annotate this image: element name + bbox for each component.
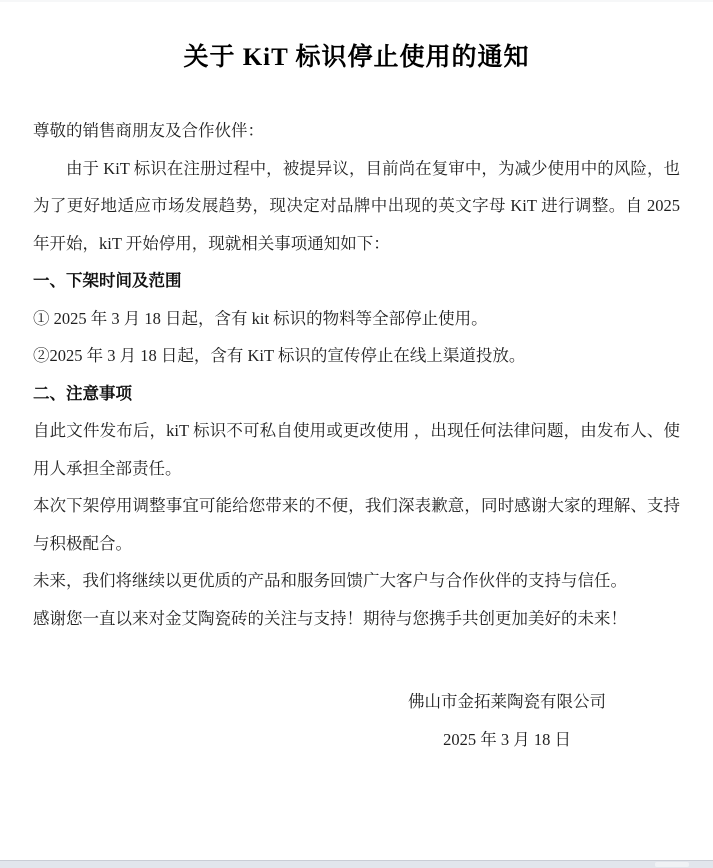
horizontal-scrollbar[interactable] [0, 860, 713, 868]
section-1-item-2: ②2025 年 3 月 18 日起，含有 KiT 标识的宣传停止在线上渠道投放。 [33, 346, 526, 365]
intro-paragraph: 由于 KiT 标识在注册过程中，被提异议，目前尚在复审中，为减少使用中的风险，也为了更好地适应市场发展趋势，现决定对品牌中出现的英文字母 KiT 进行调整。自 2025 年开始，kiT 开始停用，现就相关事项通知如下： [33, 158, 680, 253]
section-2-paragraph-4: 感谢您一直以来对金艾陶瓷砖的关注与支持！期待与您携手共创更加美好的未来！ [33, 608, 627, 628]
section-2-paragraph-3: 未来，我们将继续以更优质的产品和服务回馈广大客户与合作伙伴的支持与信任。 [33, 571, 627, 590]
scrollbar-thumb[interactable] [655, 862, 689, 867]
salutation: 尊敬的销售商朋友及合作伙伴： [33, 121, 264, 140]
section-2-paragraph-1: 自此文件发布后，kiT 标识不可私自使用或更改使用 ，出现任何法律问题，由发布人、使用人承担全部责任。 [33, 421, 680, 478]
section-1-heading: 一、下架时间及范围 [33, 271, 182, 290]
section-2-heading: 二、注意事项 [33, 383, 132, 403]
document-body [33, 42, 680, 758]
section-2-paragraph-2: 本次下架停用调整事宜可能给您带来的不便，我们深表歉意，同时感谢大家的理解、支持与积极配合。 [33, 496, 680, 553]
section-1-item-1: ① 2025 年 3 月 18 日起，含有 kit 标识的物料等全部停止使用。 [33, 308, 488, 328]
signature-date: 2025 年 3 月 18 日 [443, 729, 571, 749]
signature-company: 佛山市金拓莱陶瓷有限公司 [408, 692, 606, 711]
document-title: 关于 KiT 标识停止使用的通知 [183, 44, 530, 71]
signature-block [387, 683, 627, 758]
